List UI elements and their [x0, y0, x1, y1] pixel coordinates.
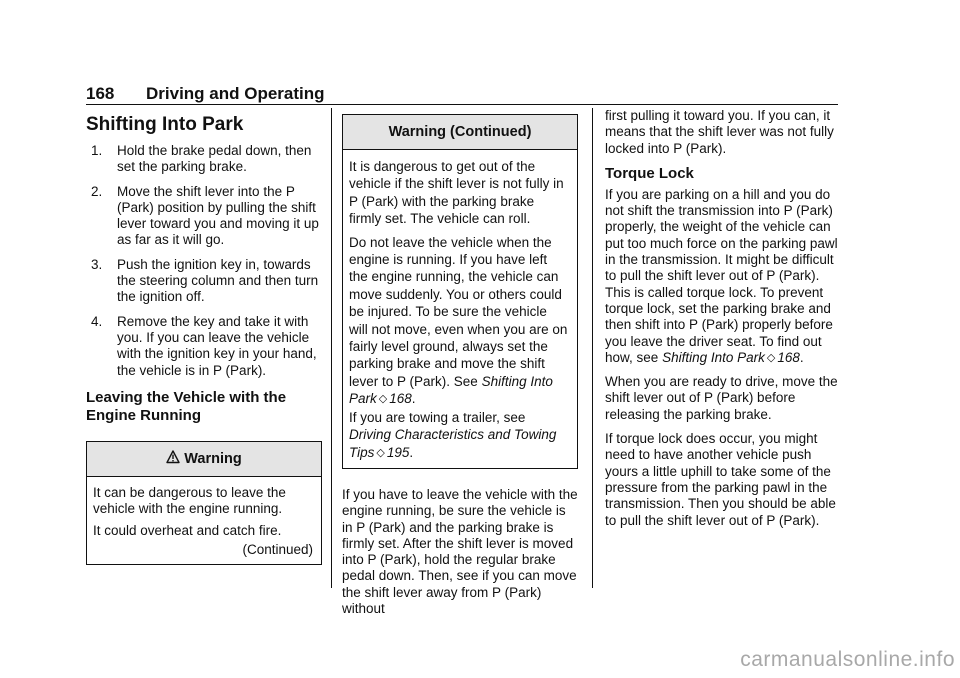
- column-divider: [331, 108, 332, 588]
- step-text: Push the ignition key in, towards the steering column and then turn the ignition off.: [117, 256, 319, 305]
- cross-reference-link[interactable]: Shifting Into Park: [349, 373, 553, 407]
- column-divider: [592, 108, 593, 588]
- watermark: carmanualsonline.info: [740, 648, 955, 671]
- continued-label: (Continued): [242, 541, 313, 557]
- warning-text: It can be dangerous to leave the vehicle with the engine running.: [93, 484, 286, 517]
- warning-text: If you are towing a trailer, see Driving Characteristics and Towing Tips ◇ 195.: [349, 409, 569, 462]
- warning-header: [87, 442, 321, 477]
- step-item: [86, 184, 322, 249]
- steps-list: [86, 143, 322, 379]
- page-reference-icon: ◇: [376, 446, 385, 459]
- column-right: [605, 108, 839, 537]
- header-rule: [86, 104, 838, 105]
- cross-reference-link[interactable]: Driving Characteristics and Towing Tips: [349, 427, 557, 460]
- cross-reference-link[interactable]: Shifting Into Park: [662, 349, 765, 365]
- body-paragraph: If you have to leave the vehicle with the engine running, be sure the vehicle is in P (Park) and the parking brake is firmly set. After the shift lever is moved into P (Park), hold the regular brake pedal down. Then, see if you can move the shift lever away from P (Park) without: [342, 486, 578, 616]
- body-paragraph: If you are parking on a hill and you do not shift the transmission into P (Park) properly, the weight of the vehicle can put too much force on the parking pawl in the transmission. It might be difficult to pull the shift lever out of P (Park). This is called torque lock. To prevent torque lock, set the parking brake and then shift into P (Park) properly before you leave the driver seat. To find out how, see Shifting Into Park ◇ 168.: [605, 186, 838, 365]
- step-text: Remove the key and take it with you. If you can leave the vehicle with the ignition key in your hand, the vehicle is in P (Park).: [117, 313, 317, 378]
- step-item: [86, 314, 322, 379]
- warning-text: It is dangerous to get out of the vehicle if the shift lever is not fully in P (Park) with the parking brake firmly set. The vehicle can roll.: [349, 159, 564, 227]
- warning-text: Do not leave the vehicle when the engine is running. If you have left the engine running, the vehicle can move suddenly. You or others could be injured. To be sure the vehicle will not move, even when you are on fairly level ground, always set the parking brake and move the shift lever to P (Park). See Shifting Into Park ◇ 168.: [349, 234, 569, 409]
- warning-text-run: If you are towing a trailer, see: [349, 409, 526, 425]
- warning-header: Warning (Continued): [343, 115, 577, 150]
- page-reference-icon: ◇: [766, 351, 776, 364]
- step-number: 3.: [91, 256, 103, 272]
- page-reference[interactable]: 168: [777, 349, 800, 365]
- warning-text-run: Do not leave the vehicle when the engine is running. If you have left the engine running, the vehicle can move suddenly. You or others could be injured. To be sure the vehicle will not move, even when you are on fairly level ground, always set the parking brake and move the shift lever to P (Park). See: [349, 234, 568, 389]
- step-number: 1.: [91, 143, 103, 158]
- step-item: [86, 257, 322, 306]
- warning-text: It could overheat and catch fire.: [93, 523, 282, 539]
- body-text-run: If you are parking on a hill and you do not shift the transmission into P (Park) properly, the weight of the vehicle can put too much force on the parking pawl in the transmission. It might be difficult to pull the shift lever out of P (Park). This is called torque lock. To prevent torque lock, set the parking brake and then shift into P (Park) properly before you leave the driver seat. To find out how, see: [605, 186, 838, 365]
- page-reference-icon: ◇: [378, 393, 388, 406]
- warning-body: [87, 477, 321, 564]
- step-item: [86, 143, 322, 176]
- warning-title: Warning: [184, 450, 242, 467]
- warning-box-continued: [342, 114, 578, 469]
- warning-triangle-icon: [166, 442, 180, 476]
- subsection-heading: Leaving the Vehicle with the Engine Running: [86, 388, 287, 424]
- warning-box: [86, 441, 322, 565]
- warning-body: [343, 150, 577, 468]
- step-text: Move the shift lever into the P (Park) position by pulling the shift lever toward you and moving it up as far as it will go.: [117, 183, 319, 248]
- column-left: [86, 108, 322, 565]
- step-text: Hold the brake pedal down, then set the parking brake.: [117, 143, 312, 175]
- subsection-heading: Torque Lock: [605, 164, 694, 182]
- page-header: [86, 84, 838, 104]
- column-middle: [342, 114, 578, 625]
- page-reference[interactable]: 195: [386, 444, 410, 460]
- step-number: 2.: [91, 183, 103, 199]
- step-number: 4.: [91, 313, 103, 329]
- body-paragraph: first pulling it toward you. If you can, it means that the shift lever was not fully locked into P (Park).: [605, 108, 834, 156]
- body-paragraph: When you are ready to drive, move the shift lever out of P (Park) before releasing the parking brake.: [605, 374, 838, 422]
- page-number: 168: [86, 84, 115, 103]
- body-paragraph: If torque lock does occur, you might need to have another vehicle push yours a little uphill to take some of the pressure from the parking pawl in the transmission. Then you should be able to pull the shift lever out of P (Park).: [605, 431, 836, 528]
- page-reference[interactable]: 168: [389, 391, 412, 407]
- section-title: Driving and Operating: [146, 84, 325, 103]
- section-heading: Shifting Into Park: [86, 114, 244, 135]
